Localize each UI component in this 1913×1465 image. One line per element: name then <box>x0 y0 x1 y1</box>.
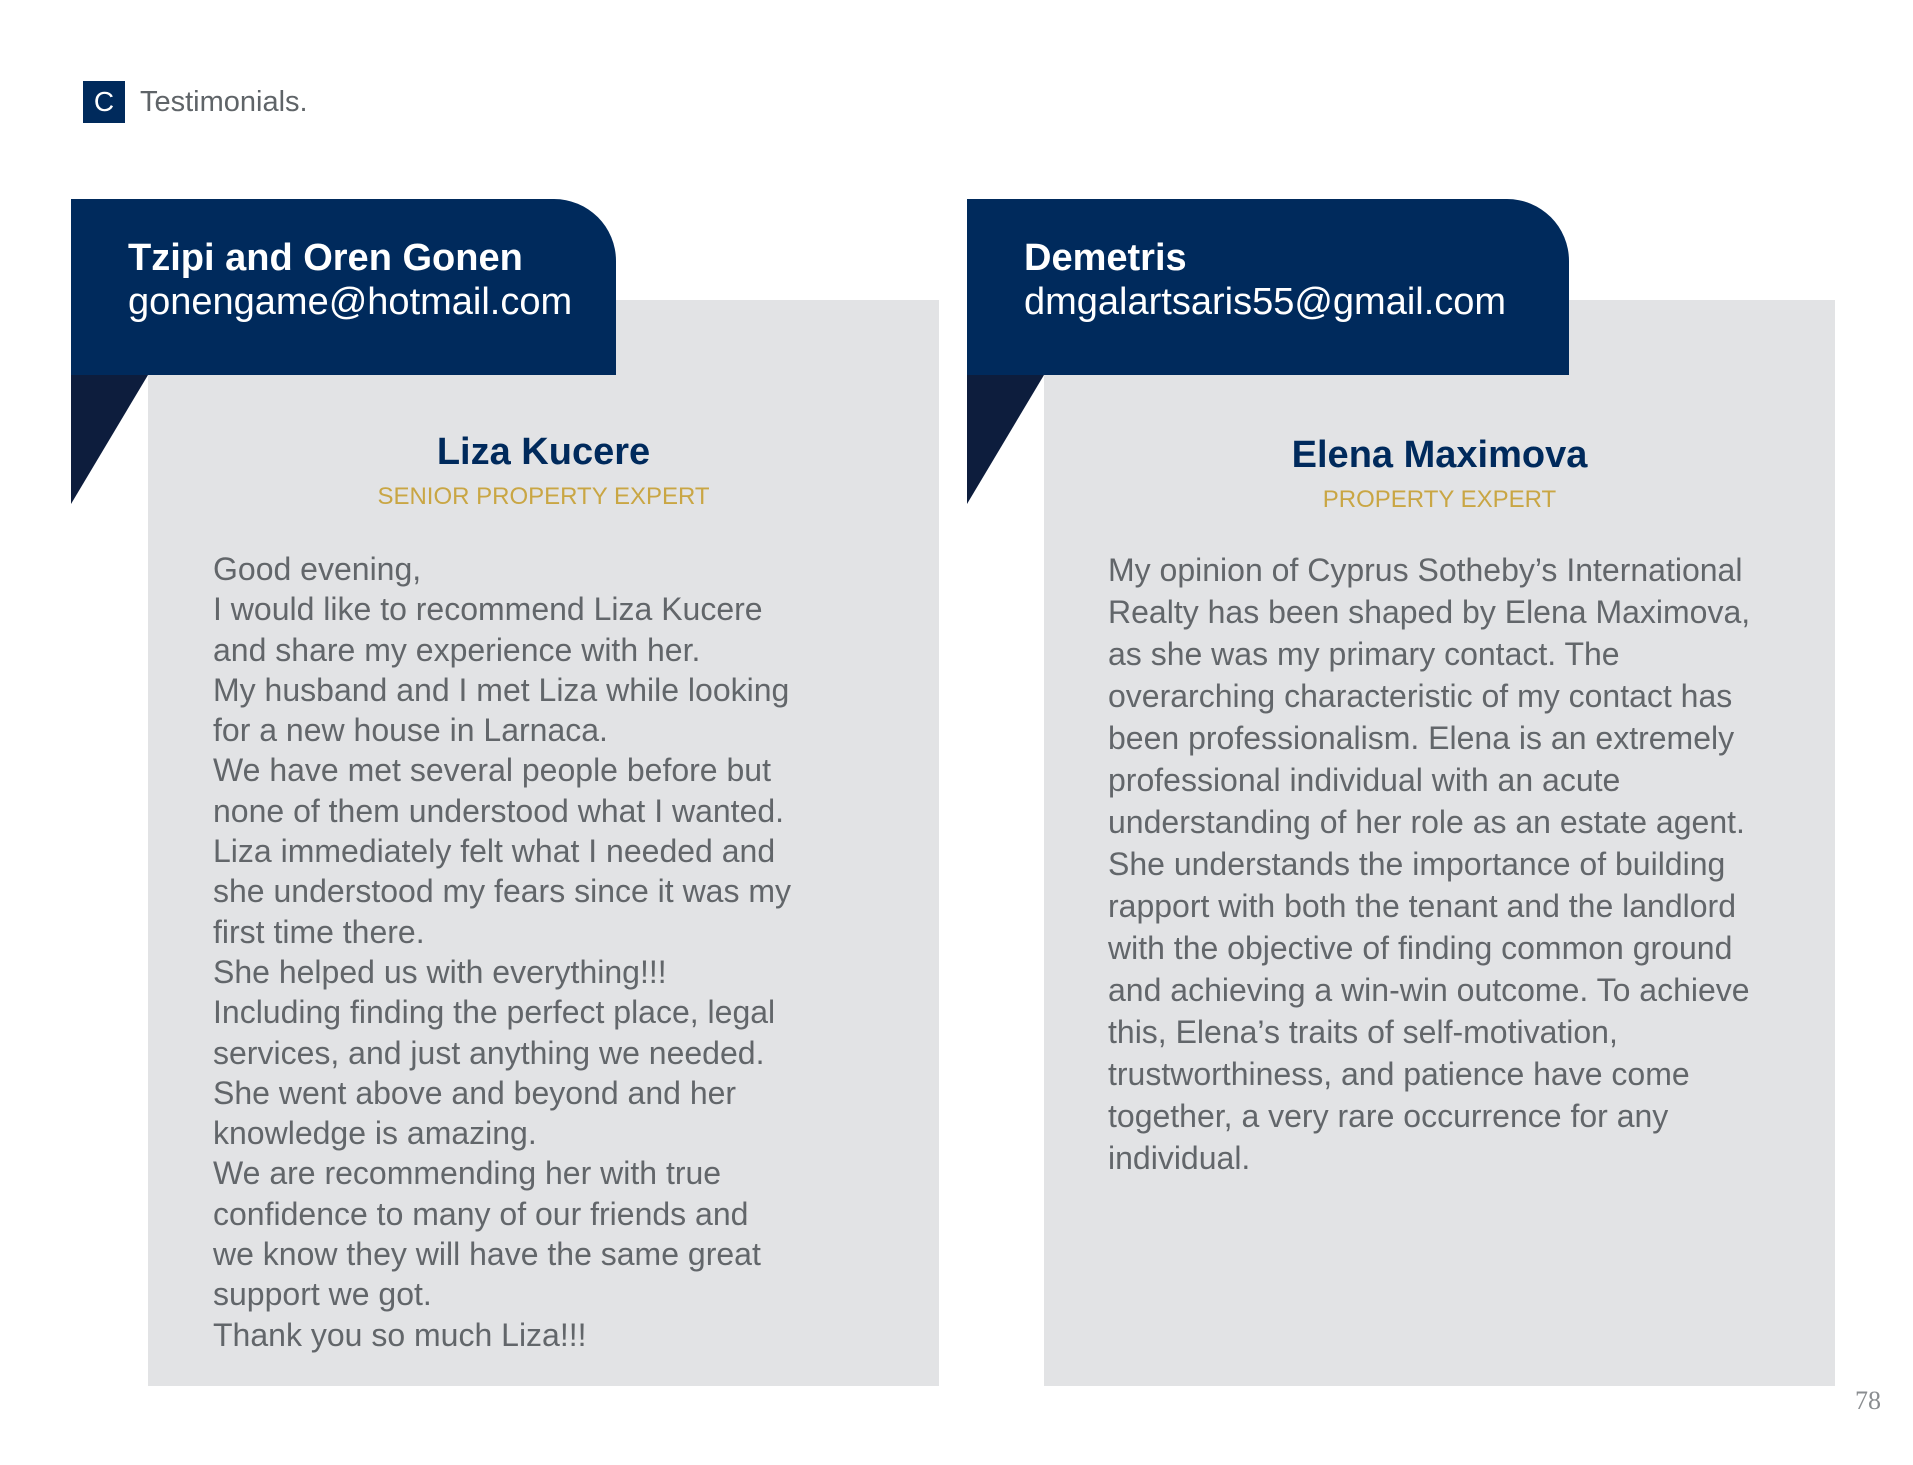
testimonial-line: We have met several people before but <box>213 752 771 789</box>
testimonial-line: She helped us with everything!!! <box>213 953 667 990</box>
testimonial-line: we know they will have the same great <box>213 1236 761 1273</box>
testimonial-line: services, and just anything we needed. <box>213 1034 765 1071</box>
agent-name: Liza Kucere <box>436 431 651 473</box>
client-tab <box>71 199 616 375</box>
testimonial-line: We are recommending her with true <box>213 1155 722 1192</box>
client-tab <box>967 199 1569 375</box>
testimonial-text: My opinion of Cyprus Sotheby’s International Realty has been shaped by Elena Maximova, as she was my primary contact. The overarching characteristic of my contact has been professionalism. Elena is an extremely professional individual with an acute understanding of her role as an estate agent. She understands the importance of building rapport with both the tenant and the landlord with the objective of finding common ground and achieving a win-win outcome. To achieve this, Elena’s traits of self-motivation, trustworthiness, and patience have come together, a very rare occurrence for any individual. <box>1108 552 1751 1176</box>
testimonial-line: My husband and I met Liza while looking <box>213 671 790 708</box>
testimonial-line: Liza immediately felt what I needed and <box>213 833 776 870</box>
testimonial-line: I would like to recommend Liza Kucere <box>213 591 763 628</box>
client-email: dmgalartsaris55@gmail.com <box>1024 281 1507 323</box>
testimonial-line: first time there. <box>213 913 425 950</box>
testimonial-line: for a new house in Larnaca. <box>213 712 608 749</box>
testimonial-line: She went above and beyond and her <box>213 1074 737 1111</box>
agent-name: Elena Maximova <box>1291 434 1588 476</box>
tab-fold-shadow <box>71 375 148 504</box>
section-letter-badge: C <box>83 81 125 123</box>
client-name: Demetris <box>1024 237 1187 279</box>
testimonial-line: Thank you so much Liza!!! <box>213 1316 587 1353</box>
testimonial-line: she understood my fears since it was my <box>213 873 792 910</box>
testimonial-line: and share my experience with her. <box>213 631 701 668</box>
agent-role: SENIOR PROPERTY EXPERT <box>377 483 710 510</box>
client-name: Tzipi and Oren Gonen <box>128 237 523 279</box>
agent-role: PROPERTY EXPERT <box>1322 486 1557 513</box>
testimonial-line: Including finding the perfect place, legal <box>213 994 776 1031</box>
testimonial-text <box>213 549 791 1355</box>
testimonial-line: knowledge is amazing. <box>213 1115 537 1152</box>
page-number: 78 <box>1855 1386 1881 1415</box>
testimonial-line: Good evening, <box>213 551 422 587</box>
testimonial-line: support we got. <box>213 1276 432 1313</box>
testimonial-line: confidence to many of our friends and <box>213 1195 749 1232</box>
tab-fold-shadow <box>967 375 1044 504</box>
testimonial-line: none of them understood what I wanted. <box>213 792 785 829</box>
section-title: Testimonials. <box>140 86 308 118</box>
client-email: gonengame@hotmail.com <box>128 281 573 323</box>
